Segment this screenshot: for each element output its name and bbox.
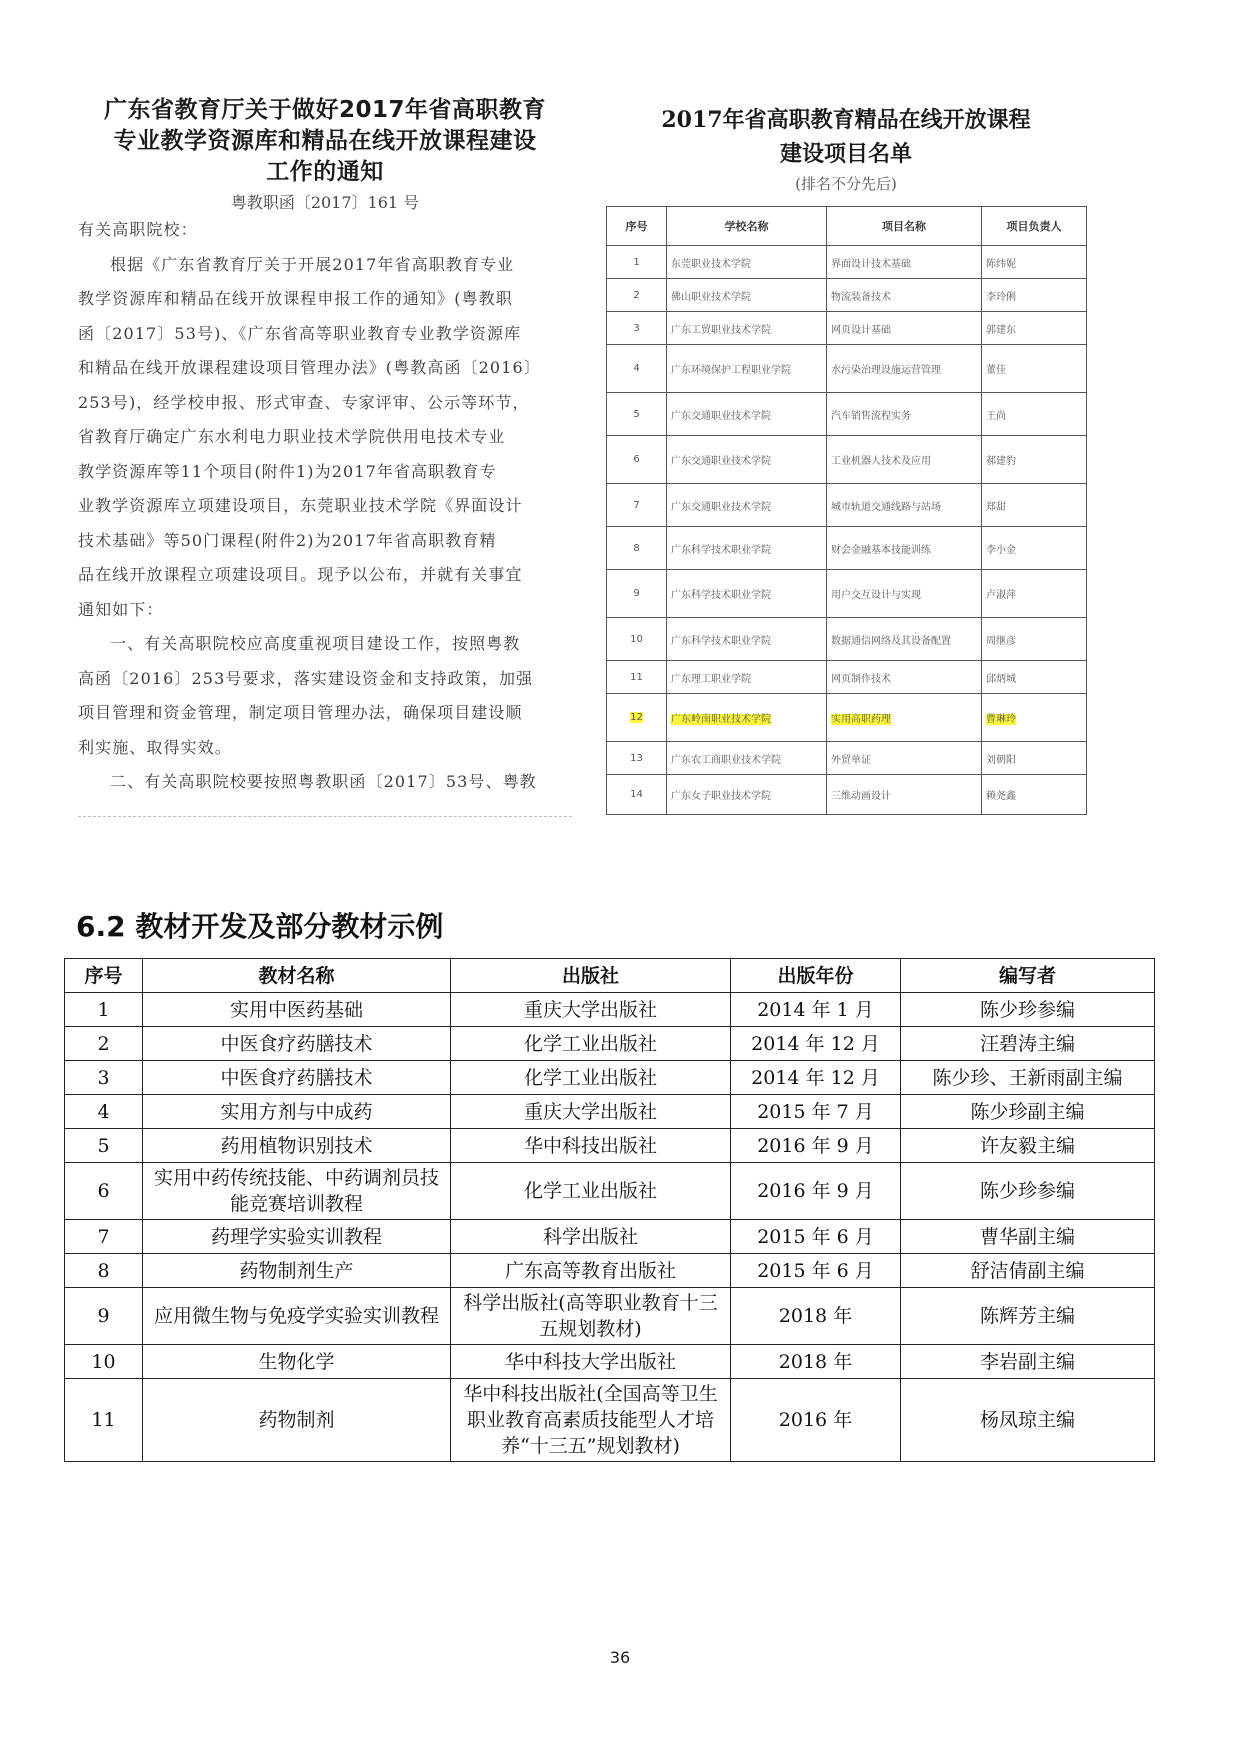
table-cell — [667, 694, 827, 742]
table-cell: 陈纬妮 — [982, 246, 1087, 279]
table-cell: 郑甜 — [982, 484, 1087, 527]
table-cell: 药物制剂生产 — [143, 1254, 451, 1288]
table-row — [607, 527, 1087, 570]
notice-title: 广东省教育厅关于做好2017年省高职教育 专业教学资源库和精品在线开放课程建设 工作的通知 — [103, 97, 546, 185]
table-cell: 4 — [65, 1095, 143, 1129]
scan-cut-line — [78, 806, 572, 817]
table-cell: 3 — [607, 312, 667, 345]
table-cell: 水污染治理设施运营管理 — [827, 345, 982, 393]
table-cell: 广东科学技术职业学院 — [667, 618, 827, 661]
table-cell: 生物化学 — [143, 1345, 451, 1379]
table-row — [65, 1345, 1155, 1379]
project-list-scan — [606, 103, 1086, 803]
table-cell: 陈辉芳主编 — [901, 1288, 1155, 1345]
table-cell: 中医食疗药膳技术 — [143, 1061, 451, 1095]
table-cell: 陈少珍参编 — [901, 1163, 1155, 1220]
table-cell: 2018 年 — [731, 1345, 901, 1379]
table-cell: 卢淑萍 — [982, 570, 1087, 618]
table-row — [65, 1163, 1155, 1220]
table-cell: 10 — [607, 618, 667, 661]
header-cell: 序号 — [65, 959, 143, 993]
table-cell: 1 — [607, 246, 667, 279]
header-cell: 项目负责人 — [982, 207, 1087, 246]
table-cell: 9 — [65, 1288, 143, 1345]
table-cell: 10 — [65, 1345, 143, 1379]
table-cell: 广东交通职业技术学院 — [667, 393, 827, 436]
table-cell: 2016 年 — [731, 1379, 901, 1462]
table-cell: 佛山职业技术学院 — [667, 279, 827, 312]
table-cell: 化学工业出版社 — [451, 1027, 731, 1061]
table-row — [607, 618, 1087, 661]
header-cell: 学校名称 — [667, 207, 827, 246]
highlight-mark: 曹琳玲 — [986, 714, 1016, 725]
table-cell: 城市轨道交通线路与站场 — [827, 484, 982, 527]
table-cell: 实用中药传统技能、中药调剂员技能竞赛培训教程 — [143, 1163, 451, 1220]
table-cell: 汪碧涛主编 — [901, 1027, 1155, 1061]
highlight-mark: 广东岭南职业技术学院 — [671, 714, 771, 725]
table-cell: 2016 年 9 月 — [731, 1129, 901, 1163]
table-cell: 5 — [65, 1129, 143, 1163]
table-cell: 董佳 — [982, 345, 1087, 393]
table-cell: 李小金 — [982, 527, 1087, 570]
table-cell: 8 — [65, 1254, 143, 1288]
table-cell: 药理学实验实训教程 — [143, 1220, 451, 1254]
table-cell: 实用中医药基础 — [143, 993, 451, 1027]
table-cell: 外贸单证 — [827, 742, 982, 775]
table-cell: 广东工贸职业技术学院 — [667, 312, 827, 345]
header-cell: 出版社 — [451, 959, 731, 993]
table-cell: 数据通信网络及其设备配置 — [827, 618, 982, 661]
table-cell — [982, 694, 1087, 742]
table-cell: 广东理工职业学院 — [667, 661, 827, 694]
table-cell: 7 — [607, 484, 667, 527]
table-cell: 1 — [65, 993, 143, 1027]
textbook-table — [64, 958, 1155, 1462]
table-cell: 6 — [65, 1163, 143, 1220]
table-cell: 许友毅主编 — [901, 1129, 1155, 1163]
table-cell: 华中科技大学出版社 — [451, 1345, 731, 1379]
table-cell: 14 — [607, 775, 667, 815]
table-cell: 2015 年 7 月 — [731, 1095, 901, 1129]
table-cell: 11 — [65, 1379, 143, 1462]
table-cell: 陈少珍副主编 — [901, 1095, 1155, 1129]
table-cell: 应用微生物与免疫学实验实训教程 — [143, 1288, 451, 1345]
table-cell: 杨凤琼主编 — [901, 1379, 1155, 1462]
table-row — [607, 484, 1087, 527]
table-cell: 东莞职业技术学院 — [667, 246, 827, 279]
table-cell: 6 — [607, 436, 667, 484]
table-cell: 物流装备技术 — [827, 279, 982, 312]
header-cell: 出版年份 — [731, 959, 901, 993]
table-cell: 药用植物识别技术 — [143, 1129, 451, 1163]
header-cell: 项目名称 — [827, 207, 982, 246]
table-row — [607, 312, 1087, 345]
table-cell: 科学出版社 — [451, 1220, 731, 1254]
table-cell: 郝建豹 — [982, 436, 1087, 484]
table-row — [65, 1061, 1155, 1095]
table-cell: 2016 年 9 月 — [731, 1163, 901, 1220]
table-cell: 广东环境保护工程职业学院 — [667, 345, 827, 393]
table-row — [607, 742, 1087, 775]
table-cell: 11 — [607, 661, 667, 694]
table-cell: 重庆大学出版社 — [451, 1095, 731, 1129]
table-cell: 刘朝阳 — [982, 742, 1087, 775]
table-cell: 广东农工商职业技术学院 — [667, 742, 827, 775]
header-cell: 教材名称 — [143, 959, 451, 993]
table-cell: 用户交互设计与实现 — [827, 570, 982, 618]
table-row — [65, 1129, 1155, 1163]
table-row — [65, 1379, 1155, 1462]
table-header-row — [607, 207, 1087, 246]
table-cell: 陈少珍、王新雨副主编 — [901, 1061, 1155, 1095]
notice-body: 有关高职院校： 根据《广东省教育厅关于开展2017年省高职教育专业 教学资源库和精品在线开放课程申报工作的通知》(粤教职 函〔2017〕53号)、《广东省高等职业教育专业教学资源库 和精品在线开放课程建设项目管理办法》(粤教高函〔2016〕 253号)，经学校申报、形式审查、专家评审、公示等环节， 省教育厅确定广东水利电力职业技术学院供用电技术专业 教学资源库等11个项目(附件1)为2017年省高职教育专 业教学资源库立项建设项目，东莞职业技术学院《界面设计 技术基础》等50门课程(附件2)为2017年省高职教育精 品在线开放课程立项建设项目。现予以公布，并就有关事宜 通知如下： 一、有关高职院校应高度重视项目建设工作，按照粤教 高函〔2016〕253号要求，落实建设资金和支持政策，加强 项目管理和资金管理，制定项目管理办法，确保项目建设顺 利实施、取得实效。 二、有关高职院校要按照粤教职函〔2017〕53号、粤教 — [78, 220, 541, 791]
table-cell: 9 — [607, 570, 667, 618]
table-cell: 2 — [65, 1027, 143, 1061]
section-title: 6.2 教材开发及部分教材示例 — [76, 910, 444, 943]
table-row — [607, 345, 1087, 393]
table-cell: 广东交通职业技术学院 — [667, 484, 827, 527]
table-cell: 舒洁倩副主编 — [901, 1254, 1155, 1288]
table-cell: 周继彦 — [982, 618, 1087, 661]
page-number: 36 — [609, 1648, 631, 1667]
highlight-mark: 12 — [630, 712, 643, 723]
table-cell: 网页设计基础 — [827, 312, 982, 345]
table-cell: 2014 年 12 月 — [731, 1027, 901, 1061]
table-cell: 广东交通职业技术学院 — [667, 436, 827, 484]
table-cell: 3 — [65, 1061, 143, 1095]
highlight-mark: 实用高职药理 — [831, 714, 891, 725]
project-list-title: 2017年省高职教育精品在线开放课程 建设项目名单 — [661, 107, 1031, 167]
table-cell: 2 — [607, 279, 667, 312]
table-cell: 华中科技出版社 — [451, 1129, 731, 1163]
table-cell: 2015 年 6 月 — [731, 1220, 901, 1254]
table-cell: 李岩副主编 — [901, 1345, 1155, 1379]
table-cell: 化学工业出版社 — [451, 1163, 731, 1220]
table-cell: 2014 年 1 月 — [731, 993, 901, 1027]
table-cell: 2014 年 12 月 — [731, 1061, 901, 1095]
table-cell: 药物制剂 — [143, 1379, 451, 1462]
table-cell: 王尚 — [982, 393, 1087, 436]
table-cell: 广东科学技术职业学院 — [667, 527, 827, 570]
table-cell: 华中科技出版社(全国高等卫生职业教育高素质技能型人才培养“十三五”规划教材) — [451, 1379, 731, 1462]
table-cell — [607, 694, 667, 742]
table-row — [65, 1288, 1155, 1345]
table-row — [65, 993, 1155, 1027]
table-header-row — [65, 959, 1155, 993]
project-list-subtitle: (排名不分先后) — [795, 175, 897, 193]
table-cell: 赖尧鑫 — [982, 775, 1087, 815]
table-row — [65, 1254, 1155, 1288]
table-cell: 广东高等教育出版社 — [451, 1254, 731, 1288]
table-cell: 实用方剂与中成药 — [143, 1095, 451, 1129]
table-row — [607, 775, 1087, 815]
header-cell: 序号 — [607, 207, 667, 246]
table-cell: 广东女子职业技术学院 — [667, 775, 827, 815]
table-cell: 财会金融基本技能训练 — [827, 527, 982, 570]
table-cell: 中医食疗药膳技术 — [143, 1027, 451, 1061]
table-row — [607, 279, 1087, 312]
table-cell: 邱炳城 — [982, 661, 1087, 694]
table-cell: 郭建东 — [982, 312, 1087, 345]
table-row — [607, 393, 1087, 436]
table-cell: 化学工业出版社 — [451, 1061, 731, 1095]
table-cell: 2015 年 6 月 — [731, 1254, 901, 1288]
table-cell: 8 — [607, 527, 667, 570]
table-row — [607, 570, 1087, 618]
project-list-table — [606, 206, 1087, 815]
table-cell: 5 — [607, 393, 667, 436]
table-row — [65, 1027, 1155, 1061]
table-cell: 7 — [65, 1220, 143, 1254]
table-cell: 科学出版社(高等职业教育十三五规划教材) — [451, 1288, 731, 1345]
table-cell: 汽车销售流程实务 — [827, 393, 982, 436]
table-row — [65, 1095, 1155, 1129]
table-row — [607, 694, 1087, 742]
table-cell: 网页制作技术 — [827, 661, 982, 694]
table-cell: 4 — [607, 345, 667, 393]
table-cell — [827, 694, 982, 742]
table-row — [607, 661, 1087, 694]
table-cell: 重庆大学出版社 — [451, 993, 731, 1027]
table-cell: 三维动画设计 — [827, 775, 982, 815]
table-cell: 广东科学技术职业学院 — [667, 570, 827, 618]
table-cell: 曹华副主编 — [901, 1220, 1155, 1254]
table-cell: 工业机器人技术及应用 — [827, 436, 982, 484]
header-cell: 编写者 — [901, 959, 1155, 993]
table-row — [607, 246, 1087, 279]
table-cell: 界面设计技术基础 — [827, 246, 982, 279]
notice-scan — [78, 95, 572, 817]
notice-doc-number: 粤教职函〔2017〕161 号 — [230, 193, 420, 212]
table-cell: 李玲俐 — [982, 279, 1087, 312]
table-cell: 13 — [607, 742, 667, 775]
table-cell: 陈少珍参编 — [901, 993, 1155, 1027]
table-cell: 2018 年 — [731, 1288, 901, 1345]
table-row — [607, 436, 1087, 484]
table-row — [65, 1220, 1155, 1254]
